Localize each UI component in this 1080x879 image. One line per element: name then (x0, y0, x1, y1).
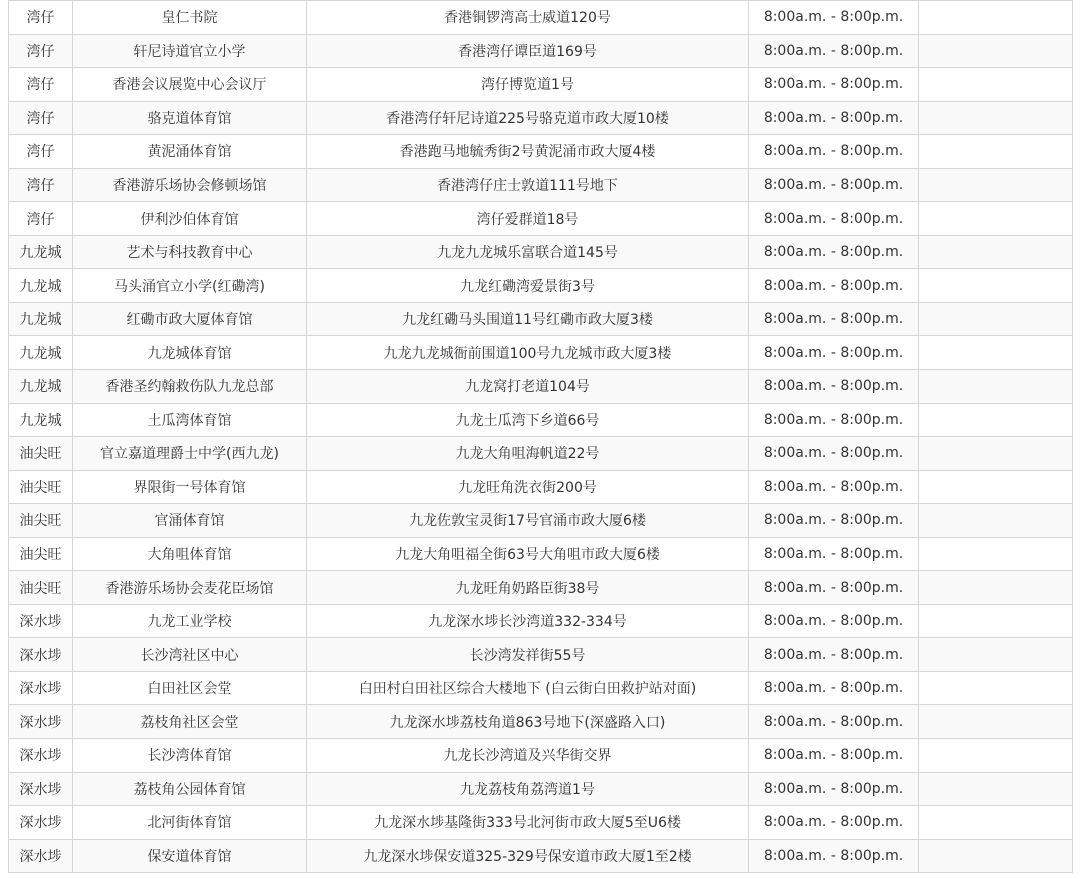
venue-name-cell: 长沙湾社区中心 (73, 638, 307, 672)
extra-cell (919, 604, 1073, 638)
table-row (9, 638, 1073, 672)
address-cell: 九龙九龙城乐富联合道145号 (307, 235, 749, 269)
address-cell: 九龙深水埗基隆街333号北河街市政大厦5至U6楼 (307, 806, 749, 840)
address-cell: 香港跑马地毓秀街2号黄泥涌市政大厦4楼 (307, 135, 749, 169)
venue-name-cell: 香港圣约翰救伤队九龙总部 (73, 370, 307, 404)
district-cell: 油尖旺 (9, 437, 73, 471)
district-cell: 深水埗 (9, 638, 73, 672)
district-cell: 湾仔 (9, 101, 73, 135)
district-cell: 深水埗 (9, 671, 73, 705)
extra-cell (919, 739, 1073, 773)
venue-name-cell: 香港游乐场协会修顿场馆 (73, 168, 307, 202)
table-row (9, 336, 1073, 370)
opening-hours-cell: 8:00a.m. - 8:00p.m. (749, 370, 919, 404)
district-cell: 油尖旺 (9, 537, 73, 571)
opening-hours-cell: 8:00a.m. - 8:00p.m. (749, 470, 919, 504)
venue-name-cell: 保安道体育馆 (73, 839, 307, 873)
address-cell: 九龙旺角洗衣街200号 (307, 470, 749, 504)
opening-hours-cell: 8:00a.m. - 8:00p.m. (749, 403, 919, 437)
district-cell: 九龙城 (9, 370, 73, 404)
address-cell: 九龙佐敦宝灵街17号官涌市政大厦6楼 (307, 504, 749, 538)
address-cell: 白田村白田社区综合大楼地下 (白云街白田救护站对面) (307, 671, 749, 705)
address-cell: 九龙大角咀海帆道22号 (307, 437, 749, 471)
venue-name-cell: 荔枝角社区会堂 (73, 705, 307, 739)
venue-name-cell: 皇仁书院 (73, 1, 307, 35)
opening-hours-cell: 8:00a.m. - 8:00p.m. (749, 537, 919, 571)
table-row (9, 1, 1073, 35)
district-cell: 湾仔 (9, 135, 73, 169)
table-row (9, 437, 1073, 471)
extra-cell (919, 370, 1073, 404)
table-row (9, 202, 1073, 236)
opening-hours-cell: 8:00a.m. - 8:00p.m. (749, 671, 919, 705)
extra-cell (919, 772, 1073, 806)
opening-hours-cell: 8:00a.m. - 8:00p.m. (749, 302, 919, 336)
address-cell: 九龙大角咀福全街63号大角咀市政大厦6楼 (307, 537, 749, 571)
address-cell: 九龙窝打老道104号 (307, 370, 749, 404)
extra-cell (919, 101, 1073, 135)
extra-cell (919, 470, 1073, 504)
opening-hours-cell: 8:00a.m. - 8:00p.m. (749, 739, 919, 773)
opening-hours-cell: 8:00a.m. - 8:00p.m. (749, 638, 919, 672)
extra-cell (919, 235, 1073, 269)
table-row (9, 739, 1073, 773)
district-cell: 九龙城 (9, 302, 73, 336)
address-cell: 九龙旺角奶路臣街38号 (307, 571, 749, 605)
extra-cell (919, 638, 1073, 672)
table-row (9, 604, 1073, 638)
venue-name-cell: 大角咀体育馆 (73, 537, 307, 571)
district-cell: 湾仔 (9, 202, 73, 236)
address-cell: 香港湾仔轩尼诗道225号骆克道市政大厦10楼 (307, 101, 749, 135)
opening-hours-cell: 8:00a.m. - 8:00p.m. (749, 839, 919, 873)
opening-hours-cell: 8:00a.m. - 8:00p.m. (749, 1, 919, 35)
extra-cell (919, 302, 1073, 336)
venue-name-cell: 香港游乐场协会麦花臣场馆 (73, 571, 307, 605)
venue-name-cell: 北河街体育馆 (73, 806, 307, 840)
table-row (9, 235, 1073, 269)
opening-hours-cell: 8:00a.m. - 8:00p.m. (749, 235, 919, 269)
opening-hours-cell: 8:00a.m. - 8:00p.m. (749, 269, 919, 303)
table-row (9, 839, 1073, 873)
opening-hours-cell: 8:00a.m. - 8:00p.m. (749, 705, 919, 739)
extra-cell (919, 504, 1073, 538)
table-row (9, 168, 1073, 202)
opening-hours-cell: 8:00a.m. - 8:00p.m. (749, 336, 919, 370)
venue-name-cell: 九龙工业学校 (73, 604, 307, 638)
venue-table (8, 0, 1073, 873)
table-row (9, 302, 1073, 336)
district-cell: 湾仔 (9, 34, 73, 68)
district-cell: 九龙城 (9, 403, 73, 437)
venue-name-cell: 马头涌官立小学(红磡湾) (73, 269, 307, 303)
address-cell: 九龙荔枝角荔湾道1号 (307, 772, 749, 806)
extra-cell (919, 537, 1073, 571)
opening-hours-cell: 8:00a.m. - 8:00p.m. (749, 202, 919, 236)
opening-hours-cell: 8:00a.m. - 8:00p.m. (749, 168, 919, 202)
extra-cell (919, 705, 1073, 739)
venue-name-cell: 伊利沙伯体育馆 (73, 202, 307, 236)
district-cell: 深水埗 (9, 806, 73, 840)
venue-name-cell: 轩尼诗道官立小学 (73, 34, 307, 68)
district-cell: 深水埗 (9, 839, 73, 873)
address-cell: 香港湾仔庄士敦道111号地下 (307, 168, 749, 202)
table-row (9, 68, 1073, 102)
opening-hours-cell: 8:00a.m. - 8:00p.m. (749, 604, 919, 638)
address-cell: 九龙长沙湾道及兴华街交界 (307, 739, 749, 773)
district-cell: 九龙城 (9, 269, 73, 303)
district-cell: 油尖旺 (9, 571, 73, 605)
table-row (9, 101, 1073, 135)
district-cell: 深水埗 (9, 705, 73, 739)
opening-hours-cell: 8:00a.m. - 8:00p.m. (749, 68, 919, 102)
table-row (9, 504, 1073, 538)
venue-name-cell: 白田社区会堂 (73, 671, 307, 705)
table-row (9, 370, 1073, 404)
extra-cell (919, 403, 1073, 437)
extra-cell (919, 336, 1073, 370)
extra-cell (919, 269, 1073, 303)
table-row (9, 705, 1073, 739)
extra-cell (919, 671, 1073, 705)
opening-hours-cell: 8:00a.m. - 8:00p.m. (749, 135, 919, 169)
venue-name-cell: 荔枝角公园体育馆 (73, 772, 307, 806)
extra-cell (919, 68, 1073, 102)
opening-hours-cell: 8:00a.m. - 8:00p.m. (749, 34, 919, 68)
address-cell: 九龙深水埗荔枝角道863号地下(深盛路入口) (307, 705, 749, 739)
address-cell: 湾仔博览道1号 (307, 68, 749, 102)
extra-cell (919, 1, 1073, 35)
address-cell: 九龙红磡湾爱景街3号 (307, 269, 749, 303)
venue-name-cell: 官立嘉道理爵士中学(西九龙) (73, 437, 307, 471)
extra-cell (919, 168, 1073, 202)
venue-name-cell: 红磡市政大厦体育馆 (73, 302, 307, 336)
opening-hours-cell: 8:00a.m. - 8:00p.m. (749, 571, 919, 605)
address-cell: 九龙红磡马头围道11号红磡市政大厦3楼 (307, 302, 749, 336)
district-cell: 九龙城 (9, 235, 73, 269)
table-row (9, 806, 1073, 840)
venue-name-cell: 界限街一号体育馆 (73, 470, 307, 504)
district-cell: 深水埗 (9, 772, 73, 806)
address-cell: 香港湾仔谭臣道169号 (307, 34, 749, 68)
district-cell: 油尖旺 (9, 470, 73, 504)
table-row (9, 571, 1073, 605)
district-cell: 湾仔 (9, 1, 73, 35)
opening-hours-cell: 8:00a.m. - 8:00p.m. (749, 806, 919, 840)
table-row (9, 671, 1073, 705)
opening-hours-cell: 8:00a.m. - 8:00p.m. (749, 504, 919, 538)
venue-name-cell: 长沙湾体育馆 (73, 739, 307, 773)
venue-name-cell: 黄泥涌体育馆 (73, 135, 307, 169)
table-row (9, 772, 1073, 806)
opening-hours-cell: 8:00a.m. - 8:00p.m. (749, 437, 919, 471)
extra-cell (919, 571, 1073, 605)
address-cell: 九龙九龙城衙前围道100号九龙城市政大厦3楼 (307, 336, 749, 370)
extra-cell (919, 135, 1073, 169)
address-cell: 长沙湾发祥街55号 (307, 638, 749, 672)
table-row (9, 537, 1073, 571)
extra-cell (919, 202, 1073, 236)
extra-cell (919, 34, 1073, 68)
district-cell: 湾仔 (9, 68, 73, 102)
venue-name-cell: 香港会议展览中心会议厅 (73, 68, 307, 102)
district-cell: 深水埗 (9, 604, 73, 638)
address-cell: 湾仔爱群道18号 (307, 202, 749, 236)
venue-table-body (9, 1, 1073, 873)
table-row (9, 403, 1073, 437)
extra-cell (919, 839, 1073, 873)
extra-cell (919, 806, 1073, 840)
venue-name-cell: 艺术与科技教育中心 (73, 235, 307, 269)
district-cell: 深水埗 (9, 739, 73, 773)
venue-name-cell: 官涌体育馆 (73, 504, 307, 538)
table-row (9, 470, 1073, 504)
district-cell: 湾仔 (9, 168, 73, 202)
district-cell: 油尖旺 (9, 504, 73, 538)
venue-name-cell: 九龙城体育馆 (73, 336, 307, 370)
venue-name-cell: 骆克道体育馆 (73, 101, 307, 135)
extra-cell (919, 437, 1073, 471)
address-cell: 香港铜锣湾高士威道120号 (307, 1, 749, 35)
table-row (9, 269, 1073, 303)
table-row (9, 34, 1073, 68)
address-cell: 九龙深水埗保安道325-329号保安道市政大厦1至2楼 (307, 839, 749, 873)
district-cell: 九龙城 (9, 336, 73, 370)
table-row (9, 135, 1073, 169)
opening-hours-cell: 8:00a.m. - 8:00p.m. (749, 772, 919, 806)
opening-hours-cell: 8:00a.m. - 8:00p.m. (749, 101, 919, 135)
address-cell: 九龙深水埗长沙湾道332-334号 (307, 604, 749, 638)
venue-name-cell: 土瓜湾体育馆 (73, 403, 307, 437)
address-cell: 九龙土瓜湾下乡道66号 (307, 403, 749, 437)
